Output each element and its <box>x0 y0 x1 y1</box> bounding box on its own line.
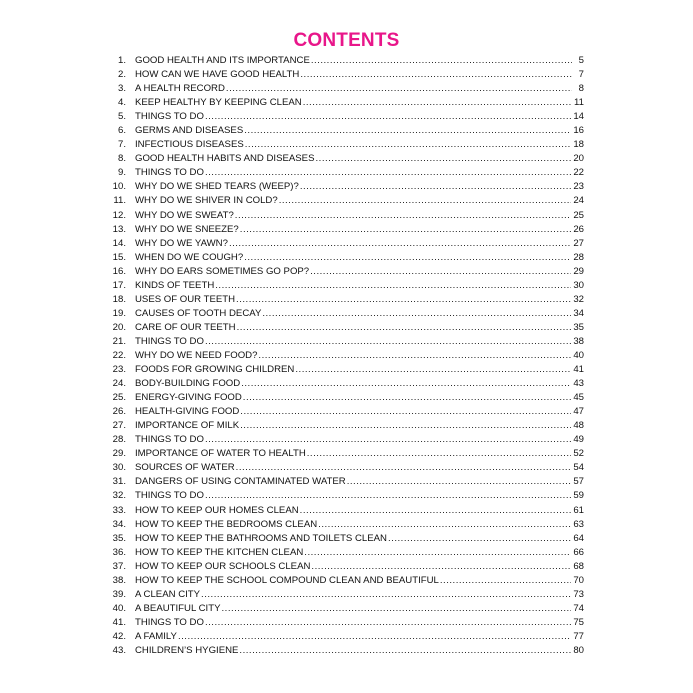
toc-entry-number: 15. <box>112 251 126 263</box>
toc-entry-page: 24 <box>573 195 584 207</box>
toc-entry-title: HOW CAN WE HAVE GOOD HEALTH <box>135 69 300 81</box>
toc-entry-line <box>135 307 571 321</box>
dot-leader <box>240 419 571 433</box>
toc-entry-page: 48 <box>573 420 584 432</box>
toc-entry[interactable] <box>104 265 584 279</box>
toc-entry-number: 6. <box>117 125 126 137</box>
toc-entry-number: 20. <box>112 321 126 333</box>
toc-entry-number: 30. <box>112 462 126 474</box>
toc-entry[interactable] <box>104 68 584 82</box>
toc-entry-title: HOW TO KEEP THE BEDROOMS CLEAN <box>135 518 318 530</box>
toc-entry-number: 16. <box>112 265 126 277</box>
dot-leader <box>318 518 571 532</box>
toc-entry-title: A CLEAN CITY <box>135 588 201 600</box>
dot-leader <box>221 602 571 616</box>
toc-entry-line <box>135 546 571 560</box>
toc-entry[interactable] <box>104 475 584 489</box>
toc-entry-title: HOW TO KEEP THE SCHOOL COMPOUND CLEAN AND BEAUTIFUL <box>135 574 439 586</box>
toc-entry-line <box>135 82 572 96</box>
toc-entry-number: 33. <box>112 504 126 516</box>
dot-leader <box>244 251 571 265</box>
toc-entry-page: 18 <box>573 139 584 151</box>
toc-entry-number: 23. <box>112 364 126 376</box>
toc-entry-line <box>135 560 571 574</box>
toc-entry-title: A FAMILY <box>135 630 177 642</box>
dot-leader <box>235 209 572 223</box>
toc-entry-line <box>135 209 571 223</box>
toc-entry[interactable] <box>104 138 584 152</box>
toc-entry[interactable] <box>104 489 584 503</box>
toc-entry-number: 19. <box>112 307 126 319</box>
toc-entry[interactable] <box>104 391 584 405</box>
toc-entry-title: WHY DO WE SHIVER IN COLD? <box>135 195 278 207</box>
toc-entry-page: 38 <box>573 335 584 347</box>
toc-entry-number: 24. <box>112 378 126 390</box>
toc-entry-line <box>135 265 571 279</box>
toc-entry-title: INFECTIOUS DISEASES <box>135 139 244 151</box>
toc-entry-line <box>135 349 571 363</box>
toc-entry-line <box>135 574 571 588</box>
toc-entry-title: A HEALTH RECORD <box>135 83 225 95</box>
toc-entry-page: 54 <box>573 462 584 474</box>
toc-entry-title: CARE OF OUR TEETH <box>135 321 236 333</box>
toc-entry-line <box>135 602 571 616</box>
dot-leader <box>229 237 571 251</box>
toc-entry-line <box>135 504 571 518</box>
dot-leader <box>300 68 572 82</box>
toc-entry-line <box>135 377 571 391</box>
toc-entry-title: THINGS TO DO <box>135 490 204 502</box>
toc-entry[interactable] <box>104 518 584 532</box>
dot-leader <box>300 180 572 194</box>
toc-entry-number: 42. <box>112 630 126 642</box>
toc-entry-line <box>135 293 571 307</box>
toc-entry-number: 38. <box>112 574 126 586</box>
toc-entry-number: 25. <box>112 392 126 404</box>
toc-entry[interactable] <box>104 560 584 574</box>
toc-entry-title: HOW TO KEEP THE KITCHEN CLEAN <box>135 546 304 558</box>
toc-entry-number: 13. <box>112 223 126 235</box>
toc-entry[interactable] <box>104 194 584 208</box>
toc-entry[interactable] <box>104 293 584 307</box>
toc-entry[interactable] <box>104 110 584 124</box>
toc-entry-page: 8 <box>578 83 584 95</box>
toc-entry[interactable] <box>104 588 584 602</box>
toc-entry-title: IMPORTANCE OF WATER TO HEALTH <box>135 448 306 460</box>
toc-entry-line <box>135 166 571 180</box>
toc-entry-page: 28 <box>573 251 584 263</box>
toc-entry-number: 11. <box>113 195 126 207</box>
dot-leader <box>311 54 572 68</box>
toc-entry-number: 8. <box>117 153 126 165</box>
toc-entry-number: 7. <box>117 139 126 151</box>
toc-entry-page: 66 <box>573 546 584 558</box>
toc-entry-number: 21. <box>112 335 126 347</box>
toc-entry-title: BODY-BUILDING FOOD <box>135 378 241 390</box>
toc-entry[interactable] <box>104 321 584 335</box>
toc-entry-title: GERMS AND DISEASES <box>135 125 244 137</box>
toc-entry-title: THINGS TO DO <box>135 434 204 446</box>
toc-entry[interactable] <box>104 447 584 461</box>
toc-entry-number: 1. <box>117 55 126 66</box>
toc-entry-page: 63 <box>573 518 584 530</box>
toc-entry-title: KEEP HEALTHY BY KEEPING CLEAN <box>135 97 302 109</box>
toc-entry-number: 43. <box>112 644 126 656</box>
dot-leader <box>215 279 571 293</box>
dot-leader <box>245 138 572 152</box>
dot-leader <box>307 447 572 461</box>
toc-entry-page: 5 <box>578 55 584 66</box>
toc-entry-page: 26 <box>573 223 584 235</box>
toc-entry-page: 75 <box>573 616 584 628</box>
toc-entry-page: 57 <box>573 476 584 488</box>
toc-entry[interactable] <box>104 166 584 180</box>
toc-entry-title: WHY DO WE YAWN? <box>135 237 228 249</box>
toc-entry-number: 27. <box>112 420 126 432</box>
toc-entry-line <box>135 237 571 251</box>
toc-entry-line <box>135 321 571 335</box>
table-of-contents <box>104 54 584 658</box>
dot-leader <box>304 546 571 560</box>
toc-entry-line <box>135 363 571 377</box>
toc-entry[interactable] <box>104 54 584 68</box>
dot-leader <box>240 223 572 237</box>
toc-entry-title: WHY DO WE NEED FOOD? <box>135 349 258 361</box>
dot-leader <box>315 152 571 166</box>
toc-entry-number: 5. <box>117 111 126 123</box>
toc-entry-line <box>135 180 571 194</box>
toc-entry-page: 41 <box>573 364 584 376</box>
toc-entry[interactable] <box>104 82 584 96</box>
toc-entry-line <box>135 54 572 68</box>
dot-leader <box>244 124 571 138</box>
toc-entry[interactable] <box>104 152 584 166</box>
toc-entry-page: 7 <box>578 69 584 81</box>
toc-entry-line <box>135 124 571 138</box>
toc-entry-number: 32. <box>112 490 126 502</box>
toc-entry-number: 29. <box>112 448 126 460</box>
dot-leader <box>262 307 571 321</box>
toc-entry[interactable] <box>104 335 584 349</box>
toc-entry-title: CHILDREN’S HYGIENE <box>135 644 239 656</box>
dot-leader <box>311 560 571 574</box>
dot-leader <box>295 363 571 377</box>
dot-leader <box>205 166 571 180</box>
toc-entry-line <box>135 644 571 658</box>
toc-entry-number: 28. <box>112 434 126 446</box>
toc-entry-line <box>135 138 571 152</box>
toc-entry-title: WHY DO WE SNEEZE? <box>135 223 239 235</box>
toc-entry[interactable] <box>104 209 584 223</box>
toc-entry[interactable] <box>104 602 584 616</box>
toc-entry[interactable] <box>104 433 584 447</box>
dot-leader <box>237 321 572 335</box>
toc-entry-page: 52 <box>573 448 584 460</box>
toc-entry-title: A BEAUTIFUL CITY <box>135 602 221 614</box>
dot-leader <box>205 489 571 503</box>
toc-entry-page: 43 <box>573 378 584 390</box>
dot-leader <box>258 349 571 363</box>
dot-leader <box>388 532 571 546</box>
toc-entry-line <box>135 461 571 475</box>
dot-leader <box>300 504 572 518</box>
toc-entry-line <box>135 335 571 349</box>
dot-leader <box>205 110 571 124</box>
toc-entry[interactable] <box>104 349 584 363</box>
toc-entry-line <box>135 68 572 82</box>
toc-entry-number: 40. <box>112 602 126 614</box>
toc-entry-page: 74 <box>573 602 584 614</box>
toc-entry-title: WHY DO WE SHED TEARS (WEEP)? <box>135 181 299 193</box>
toc-entry-page: 20 <box>573 153 584 165</box>
toc-entry-number: 10. <box>112 181 126 193</box>
toc-entry[interactable] <box>104 616 584 630</box>
dot-leader <box>205 433 571 447</box>
toc-entry-page: 59 <box>573 490 584 502</box>
toc-entry-title: THINGS TO DO <box>135 167 204 179</box>
toc-entry-page: 64 <box>573 532 584 544</box>
toc-entry[interactable] <box>104 405 584 419</box>
toc-entry-line <box>135 96 572 110</box>
toc-entry-number: 22. <box>112 349 126 361</box>
dot-leader <box>236 461 572 475</box>
page-title: CONTENTS <box>293 30 400 51</box>
dot-leader <box>303 96 572 110</box>
toc-entry-line <box>135 194 571 208</box>
toc-entry-title: WHY DO EARS SOMETIMES GO POP? <box>135 265 310 277</box>
toc-entry[interactable] <box>104 504 584 518</box>
toc-entry-number: 17. <box>112 279 126 291</box>
dot-leader <box>201 588 571 602</box>
toc-entry-number: 34. <box>112 518 126 530</box>
toc-entry[interactable] <box>104 180 584 194</box>
toc-entry-line <box>135 447 571 461</box>
toc-entry-page: 80 <box>573 644 584 656</box>
toc-entry-page: 27 <box>573 237 584 249</box>
dot-leader <box>236 293 571 307</box>
toc-entry-page: 61 <box>573 504 584 516</box>
toc-entry[interactable] <box>104 251 584 265</box>
toc-entry-title: GOOD HEALTH HABITS AND DISEASES <box>135 153 315 165</box>
dot-leader <box>205 335 571 349</box>
toc-entry[interactable] <box>104 377 584 391</box>
toc-entry-line <box>135 110 571 124</box>
toc-entry-title: HOW TO KEEP OUR SCHOOLS CLEAN <box>135 560 311 572</box>
toc-entry[interactable] <box>104 546 584 560</box>
toc-entry[interactable] <box>104 630 584 644</box>
toc-entry-title: WHEN DO WE COUGH? <box>135 251 244 263</box>
toc-entry-title: ENERGY-GIVING FOOD <box>135 392 242 404</box>
toc-entry-page: 32 <box>573 293 584 305</box>
toc-entry-line <box>135 532 571 546</box>
toc-entry-number: 18. <box>112 293 126 305</box>
toc-entry-line <box>135 405 571 419</box>
dot-leader <box>440 574 571 588</box>
toc-entry-page: 34 <box>573 307 584 319</box>
dot-leader <box>241 377 571 391</box>
toc-entry-page: 77 <box>573 630 584 642</box>
toc-entry[interactable] <box>104 279 584 293</box>
dot-leader <box>240 405 571 419</box>
toc-entry[interactable] <box>104 237 584 251</box>
toc-entry-title: DANGERS OF USING CONTAMINATED WATER <box>135 476 346 488</box>
toc-entry-number: 26. <box>112 406 126 418</box>
toc-entry-number: 35. <box>112 532 126 544</box>
toc-entry-title: HOW TO KEEP THE BATHROOMS AND TOILETS CLEAN <box>135 532 387 544</box>
toc-entry-title: THINGS TO DO <box>135 335 204 347</box>
toc-entry-number: 2. <box>117 69 126 81</box>
toc-entry[interactable] <box>104 363 584 377</box>
dot-leader <box>347 475 572 489</box>
toc-entry-title: FOODS FOR GROWING CHILDREN <box>135 364 295 376</box>
toc-entry-page: 30 <box>573 279 584 291</box>
toc-entry-page: 23 <box>573 181 584 193</box>
toc-entry[interactable] <box>104 124 584 138</box>
toc-entry-page: 45 <box>573 392 584 404</box>
toc-entry[interactable] <box>104 532 584 546</box>
toc-entry-page: 70 <box>573 574 584 586</box>
dot-leader <box>243 391 572 405</box>
toc-entry-line <box>135 489 571 503</box>
toc-entry[interactable] <box>104 307 584 321</box>
toc-entry-page: 14 <box>573 111 584 123</box>
toc-entry-page: 47 <box>573 406 584 418</box>
dot-leader <box>205 616 571 630</box>
toc-entry-number: 36. <box>112 546 126 558</box>
toc-entry-page: 73 <box>573 588 584 600</box>
toc-entry-page: 16 <box>573 125 584 137</box>
toc-entry[interactable] <box>104 419 584 433</box>
toc-entry-line <box>135 391 571 405</box>
toc-entry-line <box>135 475 571 489</box>
toc-entry-page: 68 <box>573 560 584 572</box>
toc-entry-number: 14. <box>112 237 126 249</box>
toc-entry-line <box>135 223 571 237</box>
toc-entry-number: 3. <box>117 83 126 95</box>
dot-leader <box>226 82 572 96</box>
toc-entry[interactable] <box>104 223 584 237</box>
dot-leader <box>239 644 571 658</box>
toc-entry-title: SOURCES OF WATER <box>135 462 235 474</box>
toc-entry-line <box>135 251 571 265</box>
toc-entry-line <box>135 152 571 166</box>
toc-entry-title: THINGS TO DO <box>135 111 204 123</box>
dot-leader <box>310 265 571 279</box>
toc-entry-number: 41. <box>112 616 126 628</box>
toc-entry-number: 12. <box>112 209 126 221</box>
toc-entry[interactable] <box>104 574 584 588</box>
toc-entry-page: 35 <box>573 321 584 333</box>
toc-entry-title: USES OF OUR TEETH <box>135 293 236 305</box>
toc-entry-page: 29 <box>573 265 584 277</box>
toc-entry-title: IMPORTANCE OF MILK <box>135 420 240 432</box>
toc-entry-title: HOW TO KEEP OUR HOMES CLEAN <box>135 504 299 516</box>
toc-entry-title: THINGS TO DO <box>135 616 204 628</box>
toc-entry-title: HEALTH-GIVING FOOD <box>135 406 240 418</box>
toc-entry-line <box>135 630 571 644</box>
toc-entry-line <box>135 419 571 433</box>
toc-entry[interactable] <box>104 461 584 475</box>
toc-entry-number: 31. <box>112 476 126 488</box>
toc-entry[interactable] <box>104 644 584 658</box>
toc-entry-number: 39. <box>112 588 126 600</box>
toc-entry-title: GOOD HEALTH AND ITS IMPORTANCE <box>135 55 310 66</box>
toc-entry-page: 49 <box>573 434 584 446</box>
toc-entry-title: KINDS OF TEETH <box>135 279 215 291</box>
toc-entry-page: 40 <box>573 349 584 361</box>
toc-entry-line <box>135 279 571 293</box>
toc-entry-title: WHY DO WE SWEAT? <box>135 209 234 221</box>
toc-entry-line <box>135 518 571 532</box>
dot-leader <box>178 630 571 644</box>
dot-leader <box>279 194 572 208</box>
toc-entry-page: 11 <box>574 97 584 109</box>
toc-entry-page: 22 <box>573 167 584 179</box>
toc-entry-line <box>135 616 571 630</box>
toc-entry-number: 9. <box>117 167 126 179</box>
toc-entry[interactable] <box>104 96 584 110</box>
toc-entry-title: CAUSES OF TOOTH DECAY <box>135 307 262 319</box>
toc-entry-page: 25 <box>573 209 584 221</box>
toc-entry-line <box>135 433 571 447</box>
toc-entry-line <box>135 588 571 602</box>
toc-entry-number: 37. <box>112 560 126 572</box>
toc-entry-number: 4. <box>117 97 126 109</box>
